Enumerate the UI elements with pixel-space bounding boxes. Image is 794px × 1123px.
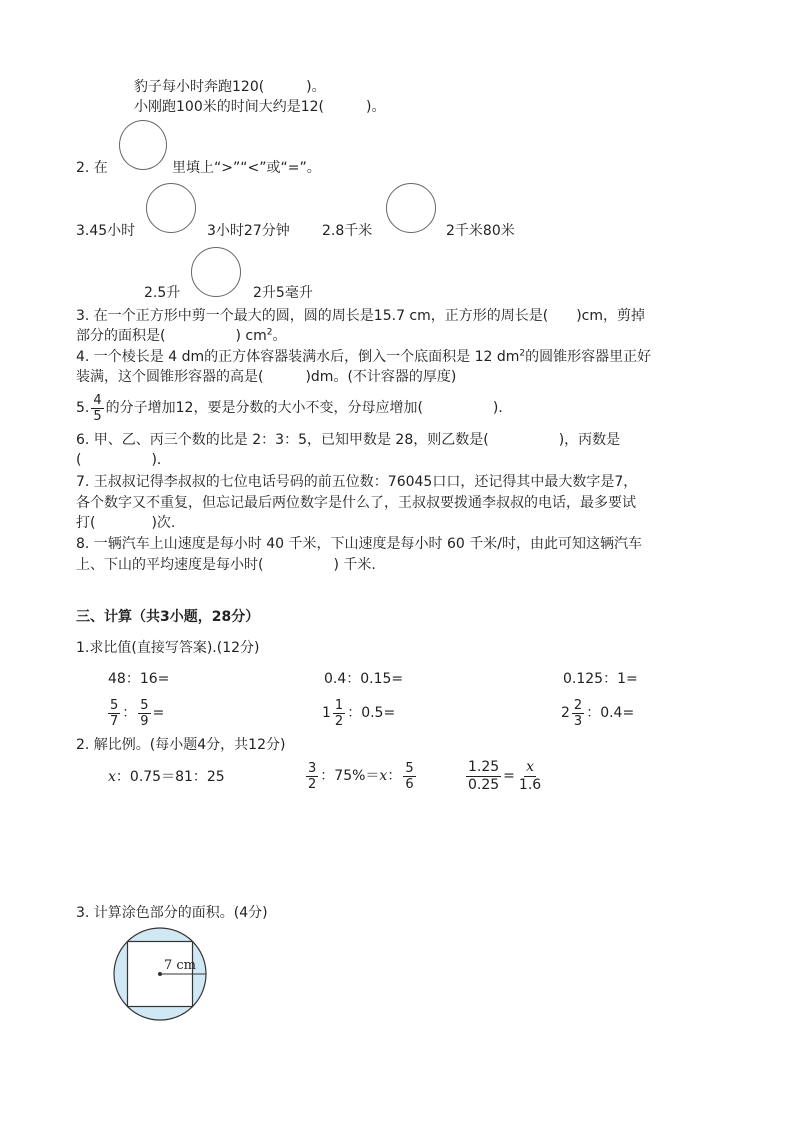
- part3-title: 3. 计算涂色部分的面积。(4分): [76, 905, 268, 921]
- q2-row1-right-a: 2.8千米: [322, 223, 373, 239]
- q2-row1-left: 3.45小时: [76, 223, 136, 239]
- equation-3: $\frac{1.25}{0.25}$ = $\frac{x}{1.6}$: [468, 758, 542, 793]
- q2-prefix: 2. 在: [76, 160, 108, 176]
- radius-label: 7 cm: [164, 958, 197, 973]
- q2-row2-right: 2升5毫升: [253, 285, 313, 301]
- answer-circle[interactable]: [191, 247, 241, 297]
- equation-1: x：0.75＝81：25: [108, 769, 225, 785]
- ratio-6: 2 $\frac{2}{3}$ ：0.4=: [561, 697, 635, 729]
- answer-circle[interactable]: [386, 183, 436, 233]
- q4-line-1: 4. 一个棱长是 4 dm的正方体容器装满水后，倒入一个底面积是 12 $dm^2$的圆锥形容器里正好: [76, 348, 652, 365]
- shaded-area-figure: [112, 926, 208, 1022]
- q2-suffix: 里填上“>”“<”或“=”。: [172, 160, 321, 176]
- q4-line-2: 装满，这个圆锥形容器的高是( )dm。(不计容器的厚度): [76, 369, 457, 385]
- ratio-4: $\frac{5}{7}$ ： $\frac{5}{9}$ =: [110, 697, 165, 729]
- answer-circle[interactable]: [146, 183, 196, 233]
- top-line-1: 豹子每小时奔跑120( )。: [134, 79, 326, 95]
- fraction: $\frac{4}{5}$: [93, 392, 102, 424]
- q7-line-2: 各个数字又不重复，但忘记最后两位数字是什么了，王叔叔要拨通李叔叔的电话，最多要试: [76, 495, 636, 511]
- ratio-3: 0.125：1=: [563, 671, 638, 687]
- q5-line: 5. $\frac{4}{5}$ 的分子增加12，要是分数的大小不变，分母应增加( )．: [76, 392, 513, 424]
- ratio-2: 0.4：0.15=: [324, 671, 404, 687]
- q8-line-1: 8. 一辆汽车上山速度是每小时 40 千米，下山速度是每小时 60 千米/时，由此可知这辆汽车: [76, 536, 642, 552]
- q6-line-1: 6. 甲、乙、丙三个数的比是 2：3：5，已知甲数是 28，则乙数是( )，丙数是: [76, 432, 621, 448]
- q7-line-3: 打( )次.: [76, 515, 176, 531]
- part1-title: 1.求比值(直接写答案).(12分): [76, 640, 260, 656]
- section-title: 三、计算（共3小题，28分）: [76, 609, 260, 625]
- q7-line-1: 7. 王叔叔记得李叔叔的七位电话号码的前五位数：76045口口，还记得其中最大数字是7，: [76, 474, 638, 490]
- q3-line-1: 3. 在一个正方形中剪一个最大的圆，圆的周长是15.7 cm，正方形的周长是( )cm，剪掉: [76, 308, 646, 324]
- equation-2: $\frac{3}{2}$ ：75%＝x： $\frac{5}{6}$: [308, 760, 414, 792]
- part2-title: 2. 解比例。(每小题4分，共12分): [76, 737, 286, 753]
- q3-line-2: 部分的面积是( ) $cm^2$。: [76, 327, 287, 344]
- top-line-2: 小刚跑100米的时间大约是12( )。: [134, 99, 386, 115]
- q2-row1-right-b: 2千米80米: [446, 223, 515, 239]
- q2-row2-left: 2.5升: [144, 285, 181, 301]
- answer-circle[interactable]: [119, 120, 167, 170]
- ratio-1: 48：16=: [108, 671, 170, 687]
- q2-row1-mid: 3小时27分钟: [207, 223, 290, 239]
- q8-line-2: 上、下山的平均速度是每小时( ) 千米.: [76, 557, 376, 573]
- ratio-5: 1 $\frac{1}{2}$ ：0.5=: [322, 697, 396, 729]
- q6-line-2: ( )．: [76, 452, 171, 468]
